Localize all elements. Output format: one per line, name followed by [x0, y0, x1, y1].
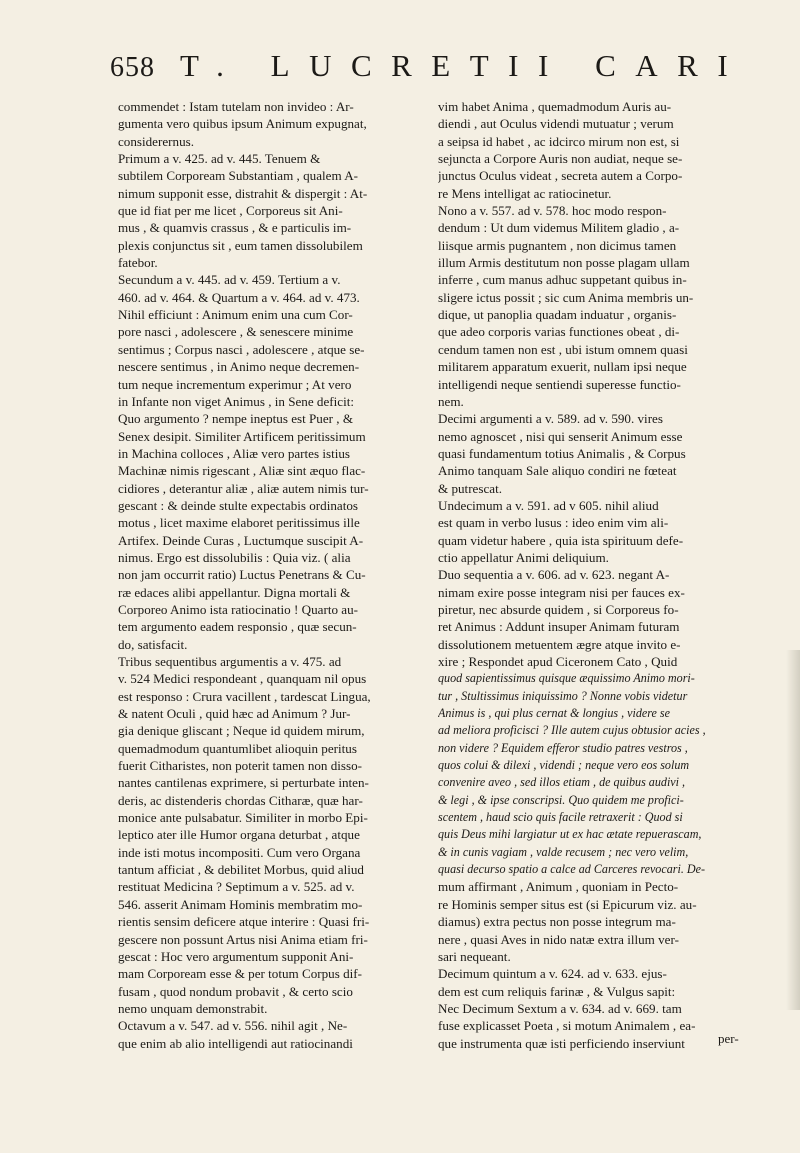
left-column-line: Machinæ nimis rigescant , Aliæ sint æquo flac- [118, 463, 366, 479]
right-column-line: ret Animus : Addunt insuper Animam futuram [438, 619, 680, 635]
right-column-line: intelligendi neque sentiendi superesse functio- [438, 376, 681, 392]
left-column-line: cidiores , deterantur aliæ , aliæ autem nimis tur- [118, 480, 369, 496]
left-column-line: gescant : & deinde stulte expectabis ordinatos [118, 497, 358, 513]
right-column-line: convenire aveo , sed illos etiam , de quibus audivi , [438, 775, 686, 790]
right-column-line: re Hominis semper situs est (si Epicurum viz. au- [438, 896, 697, 912]
left-column-line: Primum a v. 425. ad v. 445. Tenuem & [118, 151, 321, 167]
right-column-line: quasi fundamentum totius Animalis , & Corpus [438, 445, 686, 461]
right-column-line: nere , quasi Aves in nido natæ extra illum ver- [438, 931, 679, 947]
left-column-line: plexis conjunctus sit , eum tamen dissolubilem [118, 237, 363, 253]
left-column-line: rientis sensim deficere atque interire : Quasi fri- [118, 914, 370, 930]
page-edge-shadow [786, 650, 800, 1010]
left-column-line: restituat Medicina ? Septimum a v. 525. ad v. [118, 879, 355, 895]
right-column-line: diamus) extra pectus non posse integrum ma- [438, 914, 676, 930]
right-column-line: tur , Stultissimus iniquissimo ? Nonne vobis videtur [438, 688, 688, 703]
right-column-line: junctus Oculus videat , secreta autem a Corpo- [438, 168, 683, 184]
left-column-line: considerernus. [118, 133, 194, 149]
left-column-line: gumenta vero quibus ipsum Animum expugnat, [118, 116, 367, 132]
left-column-line: subtilem Corpoream Substantiam , qualem A- [118, 168, 359, 184]
running-title: T. LUCRETII CARI [180, 48, 748, 83]
right-column-line: dem est cum reliquis farinæ , & Vulgus sapit: [438, 983, 676, 999]
left-column-line: sentimus ; Corpus nasci , adolescere , atque se- [118, 341, 365, 357]
left-column-line: que enim ab alio intelligendi aut ratiocinandi [118, 1035, 353, 1051]
left-column-line: Artifex. Deinde Curas , Luctumque suscipit A- [118, 532, 364, 548]
left-column-line: in Machina colloces , Aliæ vero partes istius [118, 445, 351, 461]
left-column-line: nescere sentimus , in Animo neque decremen- [118, 359, 360, 375]
catchword: per- [718, 1031, 739, 1046]
left-column-line: Senex desipit. Similiter Artificem peritissimum [118, 428, 366, 444]
right-column-line: re Mens intelligat ac ratiocinetur. [438, 185, 612, 201]
left-column-line: & natent Oculi , quid hæc ad Animum ? Jur- [118, 706, 351, 722]
right-column-line: est quam in verbo lusus : ideo enim vim ali- [438, 515, 669, 531]
right-column-line: mum affirmant , Animum , quoniam in Pecto- [438, 879, 679, 895]
right-column-line: nem. [438, 393, 464, 409]
right-column-line: quasi decurso spatio a calce ad Carceres revocari. De- [438, 862, 706, 877]
right-column-line: quis Deus mihi largiatur ut ex hac ætate repuerascam, [438, 827, 702, 842]
left-column-line: nemo unquam demonstrabit. [118, 1000, 268, 1016]
left-column-line: fusam , quod nondum probavit , & certo scio [118, 983, 353, 999]
page-header [110, 48, 760, 84]
right-column-line: vim habet Anima , quemadmodum Auris au- [438, 99, 672, 114]
right-column-line: sejuncta a Corpore Auris non audiat, neque se- [438, 151, 683, 167]
right-column-line: cendum tamen non est , ubi istum omnem quasi [438, 341, 688, 357]
left-column-line: fuerit Citharistes, non poterit tamen non disso- [118, 758, 363, 774]
left-column-line: Secundum a v. 445. ad v. 459. Tertium a v. [118, 272, 341, 288]
left-column-line: Quo argumento ? nempe ineptus est Puer , & [118, 411, 354, 427]
left-column-line: quemadmodum quantumlibet alioquin peritus [118, 740, 357, 756]
left-column-line: fatebor. [118, 255, 158, 271]
left-column-line: Nihil efficiunt : Animum enim una cum Cor- [118, 307, 353, 323]
right-column-line: & legi , & ipse conscripsi. Quo quidem me profici- [438, 792, 684, 807]
left-column-line: motus , licet maxime elaboret peritissimus ille [118, 515, 360, 531]
left-column-line: nimus. Ergo est dissolubilis : Quia viz. ( alia [118, 549, 351, 565]
right-column-line: liisque armis pugnantem , non dicimus tamen [438, 237, 677, 253]
left-column-line: Octavum a v. 547. ad v. 556. nihil agit , Ne- [118, 1018, 348, 1034]
left-column-line: est responso : Crura vacillent , tardescat Lingua, [118, 688, 371, 704]
right-column-line: Animus is , qui plus cernat & longius , videre se [438, 706, 671, 721]
left-column-line: pore nasci , adolescere , & senescere minime [118, 324, 354, 340]
left-column-line: nantes cantilenas exprimere, si perturbate inten- [118, 775, 369, 791]
left-column-line: commendet : Istam tutelam non invideo : Ar- [118, 99, 354, 114]
right-column-line: sari nequeant. [438, 948, 511, 964]
left-column-line: Tribus sequentibus argumentis a v. 475. ad [118, 654, 342, 669]
left-column-line: Corporeo Animo ista ratiocinatio ! Quarto au- [118, 601, 358, 617]
right-column-line: que adeo corporis varias functiones obeat , di- [438, 324, 680, 340]
right-column-line: quam videtur habere , quia ista spirituum defe- [438, 532, 684, 548]
right-column-line: illum Armis destitutum non posse plagam ullam [438, 255, 690, 271]
right-column-line: Decimi argumenti a v. 589. ad v. 590. vires [438, 411, 663, 427]
right-column-line: Duo sequentia a v. 606. ad v. 623. negant A- [438, 567, 670, 583]
right-column-line: diendi , aut Oculus videndi mutuatur ; verum [438, 116, 674, 132]
right-column-line: dissolutionem metuentem ægre atque invito e- [438, 636, 681, 652]
left-column-line: gescat : Hoc vero argumentum supponit Ani- [118, 948, 354, 964]
right-column-line: nimam exire posse integram nisi per fauces ex- [438, 584, 685, 600]
right-column-line: nemo agnoscet , nisi qui senserit Animum esse [438, 428, 683, 444]
right-column-line: quod sapientissimus quisque æquissimo Animo mori- [438, 671, 695, 686]
left-column-line: ræ edaces alibi appellantur. Digna mortali & [118, 584, 351, 600]
page-number: 658 [110, 52, 155, 83]
left-text-column [118, 98, 426, 1052]
left-column-line: tantum afficiat , & debilitet Morbus, quid aliud [118, 862, 364, 878]
right-column-line: xire ; Respondet apud Ciceronem Cato , Quid [438, 654, 678, 669]
left-column-line: v. 524 Medici respondeant , quanquam nil opus [118, 671, 367, 687]
left-column-line: leptico ater ille Humor organa deturbat , atque [118, 827, 360, 843]
right-column-line: non videre ? Equidem efferor studio patres vestros , [438, 740, 688, 755]
right-column-line: Animo tanquam Sale aliquo condiri ne fœteat [438, 463, 677, 479]
right-column-line: Decimum quintum a v. 624. ad v. 633. ejus- [438, 966, 667, 982]
left-column-line: gia denique gliscant ; Neque id quidem mirum, [118, 723, 365, 739]
left-column-line: mam Corpoream esse & per totum Corpus dif- [118, 966, 363, 982]
right-column-line: inferre , cum manus adhuc suppetant quibus in- [438, 272, 687, 288]
right-column-line: quos colui & dilexi , videndi ; neque vero eos solum [438, 758, 690, 773]
left-column-line: monice ante pulsabatur. Similiter in morbo Epi- [118, 810, 368, 826]
left-column-line: nimum supponit esse, distrahit & dispergit : At- [118, 185, 368, 201]
left-column-line: deris, ac distenderis chordas Citharæ, quæ har- [118, 792, 363, 808]
right-column-line: militarem apparatum exuerit, nullam ipsi neque [438, 359, 687, 375]
right-column-line: sligere ictus possit ; sic cum Anima membris un- [438, 289, 694, 305]
left-column-line: non jam occurrit ratio) Luctus Penetrans & Cu- [118, 567, 366, 583]
right-column-line: ctio appellatur Animi deliquium. [438, 549, 609, 565]
left-column-line: mus , & quamvis crassus , & e particulis im- [118, 220, 352, 236]
right-text-column [438, 98, 746, 1052]
right-column-line: que instrumenta quæ isti perficiendo inserviunt [438, 1035, 685, 1051]
right-column-line: ad meliora proficisci ? Ille autem cujus obtusior acies , [438, 723, 706, 738]
right-column-line: Nec Decimum Sextum a v. 634. ad v. 669. tam [438, 1000, 682, 1016]
right-column-line: a seipsa id habet , ac idcirco mirum non est, si [438, 133, 680, 149]
right-column-line: piretur, nec absurde quidem , si Corporeus fo- [438, 601, 679, 617]
right-column-line: dique, ut panoplia quadam induatur , organis- [438, 307, 677, 323]
left-column-line: tum neque incrementum experimur ; At vero [118, 376, 352, 392]
left-column-line: tem argumento eadem responsio , quæ secun- [118, 619, 357, 635]
left-column-line: do, satisfacit. [118, 636, 188, 652]
left-column-line: gescere non possunt Artus nisi Anima etiam fri- [118, 931, 368, 947]
left-column-line: 546. asserit Animam Hominis membratim mo- [118, 896, 363, 912]
right-column-line: fuse explicasset Poeta , si motum Animalem , ea- [438, 1018, 696, 1034]
left-column-line: que id fiat per me licet , Corporeus sit Ani- [118, 203, 343, 219]
right-column-line: & in cunis vagiam , valde recusem ; nec vero velim, [438, 844, 689, 859]
right-column-line: dendum : Ut dum videmus Militem gladio , a- [438, 220, 680, 236]
left-column-line: in Infante non viget Animus , in Sene deficit: [118, 393, 355, 409]
right-column-line: Undecimum a v. 591. ad v 605. nihil aliud [438, 497, 659, 513]
left-column-line: inde isti motus incompositi. Cum vero Organa [118, 844, 361, 860]
right-column-line: Nono a v. 557. ad v. 578. hoc modo respon- [438, 203, 667, 219]
right-column-line: & putrescat. [438, 480, 502, 496]
left-column-line: 460. ad v. 464. & Quartum a v. 464. ad v. 473. [118, 289, 360, 305]
right-column-line: scentem , haud scio quis facile retraxerit : Quod si [438, 810, 683, 825]
